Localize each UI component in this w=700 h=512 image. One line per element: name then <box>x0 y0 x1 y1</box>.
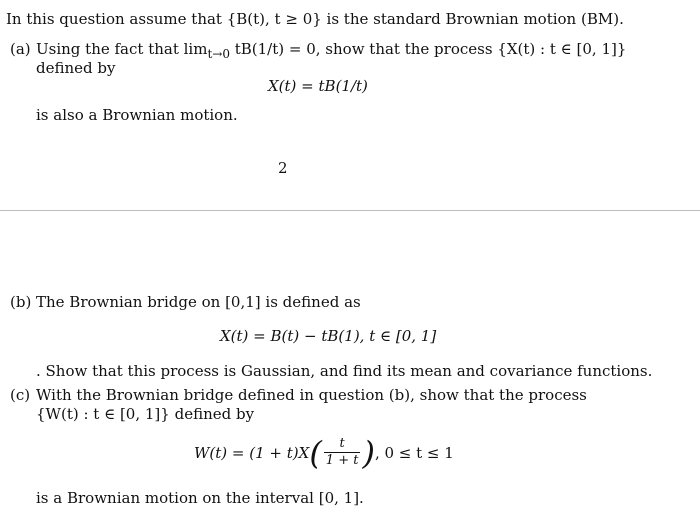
part-b-equation: X(t) = B(t) − tB(1), t ∈ [0, 1] <box>220 327 437 345</box>
part-c-line1: With the Brownian bridge defined in question (b), show that the process <box>36 386 587 404</box>
fraction-denominator: 1 + t <box>325 453 359 468</box>
part-a-line1-text: Using the fact that lim <box>36 40 208 58</box>
part-b-line2: . Show that this process is Gaussian, and find its mean and covariance functions. <box>36 362 653 380</box>
part-b-line1: The Brownian bridge on [0,1] is defined as <box>36 293 361 311</box>
paren-close: ) <box>362 433 375 472</box>
intro-text: In this question assume that {B(t), t ≥ 0} is the standard Brownian motion (BM). <box>6 10 624 28</box>
page-number: 2 <box>278 159 288 177</box>
part-c-conclusion: is a Brownian motion on the interval [0, 1]. <box>36 489 364 507</box>
paren-open: ( <box>309 433 322 472</box>
eq-right: , 0 ≤ t ≤ 1 <box>374 443 454 462</box>
fraction <box>324 436 361 469</box>
part-c-equation <box>194 433 454 472</box>
fraction-numerator: t <box>324 436 361 453</box>
part-c-label: (c) <box>10 386 31 404</box>
page-divider <box>0 210 700 211</box>
eq-left: W(t) = (1 + t)X <box>194 443 310 462</box>
part-a-line1-rest: tB(1/t) = 0, show that the process {X(t) : t ∈ [0, 1]} <box>229 40 627 58</box>
part-a-line2: defined by <box>36 59 116 77</box>
part-c-line2: {W(t) : t ∈ [0, 1]} defined by <box>36 405 255 423</box>
part-a-label: (a) <box>10 40 31 58</box>
part-a-equation: X(t) = tB(1/t) <box>268 77 368 95</box>
part-a-conclusion: is also a Brownian motion. <box>36 106 238 124</box>
lim-subscript: t→0 <box>207 47 230 61</box>
part-b-label: (b) <box>10 293 32 311</box>
part-a-line1 <box>36 40 626 61</box>
